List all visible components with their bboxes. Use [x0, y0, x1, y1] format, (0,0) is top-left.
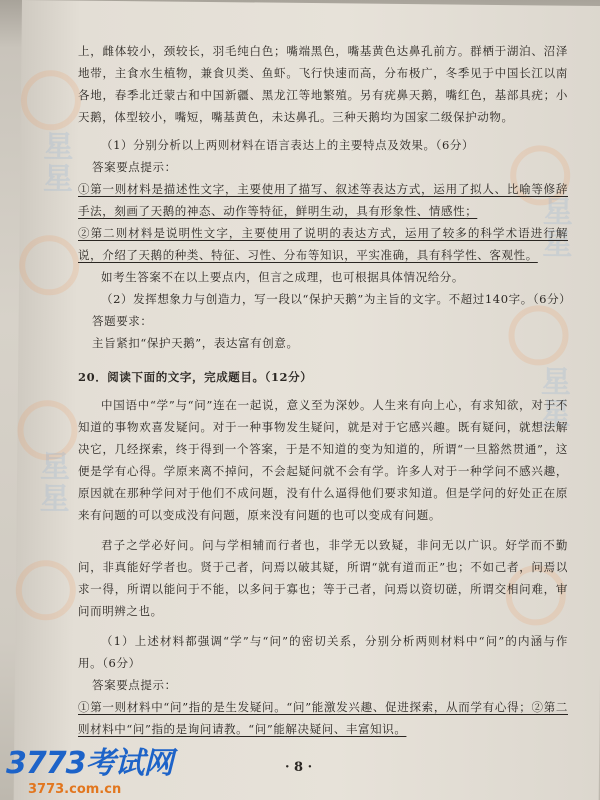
question-19-2: （2）发挥想象力与创造力，写一段以“保护天鹅”为主旨的文字。不超过140字。（6分） — [101, 292, 572, 306]
logo-url-text: 3773.com.cn — [28, 782, 122, 797]
page-content — [78, 40, 572, 740]
answer-point-1: ①第一则材料是描述性文字，主要使用了描写、叙述等表达方式，运用了拟人、比喻等修辞手法，刻画了天鹅的神态、动作等特征，鲜明生动，具有形象性、情感性； — [78, 182, 568, 218]
watermark-text: 星星 — [534, 365, 571, 430]
answer-points: ①第一则材料中“问”指的是生发疑问。“问”能激发兴趣、促进探索，从而学有心得；②第二则材料中“问”指的是询问请教。“问”能解决疑问、丰富知识。 — [78, 700, 568, 736]
material-2: 君子之学必好问。问与学相辅而行者也，非学无以致疑，非问无以广识。好学而不勤问，非真能好学者也。贤于己者，问焉以破其疑，所谓“就有道而正”也；不如己者，问焉以求一得，所谓以能问于不能，以多问于寡也；等于己者，问焉以资切磋，所谓交相问难，审问而明辨之也。 — [78, 538, 568, 618]
watermark-text: 星星 — [36, 130, 73, 195]
answer-point-2: ②第二则材料是说明性文字，主要使用了说明的表达方式，运用了较多的科学术语进行解说，介绍了天鹅的种类、特征、习性、分布等知识，平实准确，具有科学性、客观性。 — [78, 226, 568, 262]
page-number: · 8 · — [285, 760, 313, 775]
answer-note: 如考生答案不在以上要点内，但言之成理，也可根据具体情况给分。 — [101, 270, 464, 284]
watermark-text: 星星 — [33, 450, 70, 515]
watermark-logo — [16, 560, 77, 621]
answer-label: 答案要点提示： — [92, 678, 177, 692]
passage-tail: 上，雌体较小，颈较长，羽毛纯白色；嘴端黑色，嘴基黄色达鼻孔前方。群栖于湖泊、沼泽地带，主食水生植物，兼食贝类、鱼虾。飞行快速而高，分布极广，冬季见于中国长江以南各地，春季北迁蒙古和中国新疆、黑龙江等地繁殖。另有疣鼻天鹅，嘴红色，基部具疣；小天鹅，体型较小，嘴短，嘴基黄色，未达鼻孔。三种天鹅均为国家二级保护动物。 — [78, 44, 568, 124]
logo-main-text: 3773考试网 — [6, 746, 173, 781]
requirement-text: 主旨紧扣“保护天鹅”，表达富有创意。 — [92, 336, 299, 350]
watermark-logo — [21, 70, 82, 131]
requirement-label: 答题要求： — [92, 314, 153, 328]
watermark-logo — [19, 235, 80, 296]
answer-label: 答案要点提示： — [92, 160, 177, 174]
question-20-title: 20．阅读下面的文字，完成题目。（12分） — [78, 370, 313, 384]
material-1: 中国语中“学”与“问”连在一起说，意义至为深妙。人生来有向上心，有求知欲，对于不知道的事物欢喜发疑问。对于一种事物发生疑问，就是对于它感兴趣。既有疑问，就想法解决它，几经探索，终于得到一个答案，于是不知道的变为知道的，所谓“一旦豁然贯通”，这便是学有心得。学原来离不掉问，不会起疑问就不会有学。许多人对于一种学问不感兴趣，原因就在那种学问对于他们不成问题，没有什么逼得他们要求知道。但是学问的好处正在原来有问题的可以变成没有问题，原来没有问题的也可以变成有问题。 — [78, 398, 568, 522]
watermark-text: 星星 — [536, 195, 572, 260]
question-20-1: （1）上述材料都强调“学”与“问”的密切关系，分别分析两则材料中“问”的内涵与作用。（6分） — [78, 634, 568, 670]
site-logo[interactable] — [6, 738, 173, 797]
question-19-1: （1）分别分析以上两则材料在语言表达上的主要特点及效果。（6分） — [101, 138, 475, 152]
